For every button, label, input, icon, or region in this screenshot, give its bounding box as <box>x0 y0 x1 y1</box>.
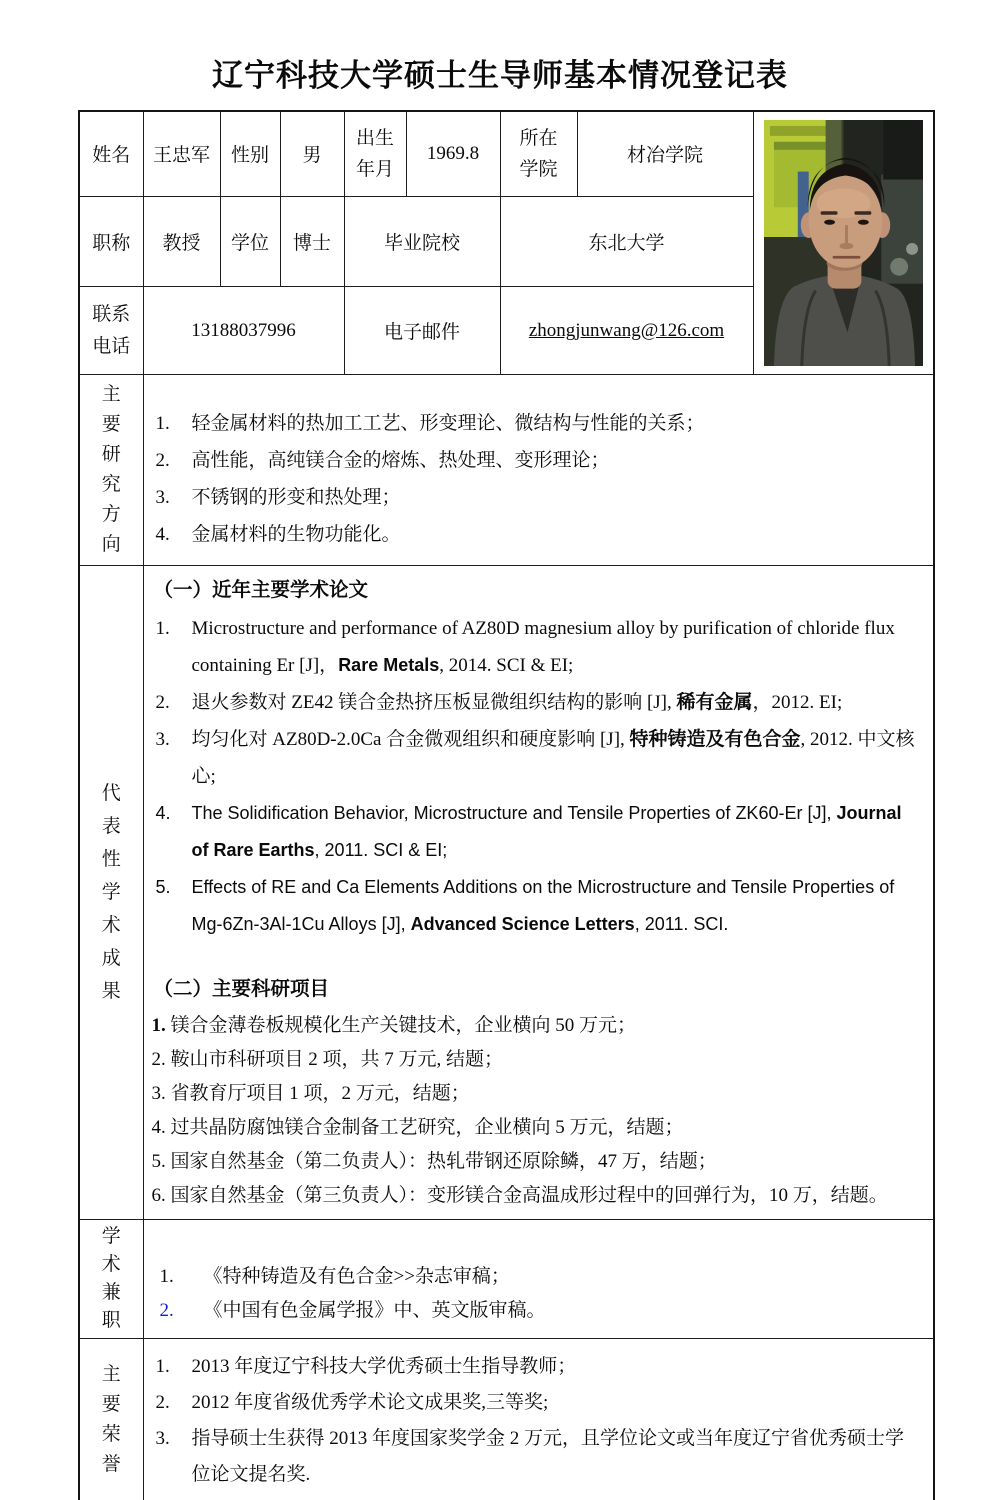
honors-content <box>143 1339 934 1500</box>
portrait-photo <box>764 120 924 366</box>
row-basic-1 <box>79 111 934 196</box>
phone-value: 13188037996 <box>143 287 344 375</box>
degree-label: 学位 <box>220 196 280 287</box>
honor-item: 1. 2013 年度辽宁科技大学优秀硕士生指导教师； <box>155 1356 577 1377</box>
position-item: 1. 《特种铸造及有色合金>>杂志审稿； <box>159 1266 510 1287</box>
email-value <box>500 287 753 375</box>
school-label: 毕业院校 <box>344 196 500 287</box>
project-item: 4. 过共晶防腐蚀镁合金制备工艺研究，企业横向 5 万元，结题； <box>151 1117 684 1138</box>
email-link[interactable]: zhongjunwang@126.com <box>528 319 725 341</box>
journal-name: Journal of Rare Earths <box>191 803 902 860</box>
school-value: 东北大学 <box>500 196 753 287</box>
research-item: 2. 高性能，高纯镁合金的熔炼、热处理、变形理论； <box>155 450 610 471</box>
paper-item: 2. 退火参数对 ZE42 镁合金热挤压板显微组织结构的影响 [J], 稀有金属，2012. EI; <box>155 692 843 713</box>
row-achievements <box>79 566 934 1220</box>
research-item: 3. 不锈钢的形变和热处理； <box>155 487 401 508</box>
phone-label: 联系电话 <box>79 287 143 375</box>
row-honors <box>79 1339 934 1500</box>
academic-positions-content <box>143 1220 934 1339</box>
research-directions-list <box>152 381 920 553</box>
gender-label: 性别 <box>220 111 280 196</box>
projects-section-heading: （二）主要科研项目 <box>153 979 330 1000</box>
journal-name: Rare Metals <box>338 655 440 675</box>
project-item: 6. 国家自然基金（第三负责人）：变形镁合金高温成形过程中的回弹行为，10 万，结题。 <box>151 1185 888 1206</box>
journal-name: 特种铸造及有色合金 <box>629 729 801 750</box>
papers-list <box>152 610 920 943</box>
row-academic-positions <box>79 1220 934 1339</box>
research-directions-label: 主要研究方向 <box>79 375 143 566</box>
portrait-photo-graphic <box>764 120 923 366</box>
honors-label: 主要荣誉 <box>79 1339 143 1500</box>
title-label: 职称 <box>79 196 143 287</box>
honor-item: 2. 2012 年度省级优秀学术论文成果奖,三等奖; <box>155 1392 549 1413</box>
birth-value: 1969.8 <box>406 111 500 196</box>
blue-item-number: 2. <box>159 1300 174 1321</box>
college-value: 材冶学院 <box>577 111 753 196</box>
title-value: 教授 <box>143 196 220 287</box>
journal-name: Advanced Science Letters <box>410 914 635 934</box>
paper-item: 3. 均匀化对 AZ80D-2.0Ca 合金微观组织和硬度影响 [J], 特种铸造及有色合金, 2012. 中文核心; <box>155 729 915 787</box>
honors-list <box>152 1345 920 1493</box>
portrait-photo-cell <box>753 111 934 375</box>
achievements-label: 代表性学术成果 <box>79 566 143 1220</box>
academic-positions-list <box>152 1226 920 1328</box>
row-research-directions <box>79 375 934 566</box>
supervisor-info-table <box>78 110 935 1500</box>
papers-section-heading: （一）近年主要学术论文 <box>153 580 369 601</box>
gender-value: 男 <box>280 111 344 196</box>
academic-positions-label: 学术兼职 <box>79 1220 143 1339</box>
project-item: 1. 镁合金薄卷板规模化生产关键技术，企业横向 50 万元； <box>151 1015 637 1036</box>
degree-value: 博士 <box>280 196 344 287</box>
honor-item: 3. 指导硕士生获得 2013 年度国家奖学金 2 万元，且学位论文或当年度辽宁省优秀硕士学位论文提名奖. <box>155 1428 905 1485</box>
birth-label: 出生年月 <box>344 111 406 196</box>
name-label: 姓名 <box>79 111 143 196</box>
projects-section <box>152 973 920 1213</box>
research-item: 1. 轻金属材料的热加工工艺、形变理论、微结构与性能的关系； <box>155 413 705 434</box>
project-item: 3. 省教育厅项目 1 项，2 万元，结题； <box>151 1083 470 1104</box>
paper-item: 4. The Solidification Behavior, Microstructure and Tensile Properties of ZK60-Er [J], Journal of Rare Earths, 2011. SCI & EI; <box>155 803 902 860</box>
project-item: 2. 鞍山市科研项目 2 项，共 7 万元, 结题； <box>151 1049 504 1070</box>
research-directions-content <box>143 375 934 566</box>
paper-item: 5. Effects of RE and Ca Elements Additions on the Microstructure and Tensile Properties of Mg-6Zn-3Al-1Cu Alloys [J], Advanced Science Letters, 2011. SCI. <box>155 877 895 934</box>
college-label: 所在学院 <box>500 111 577 196</box>
email-label: 电子邮件 <box>344 287 500 375</box>
journal-name: 稀有金属 <box>676 692 753 713</box>
project-item: 5. 国家自然基金（第二负责人）：热轧带钢还原除鳞，47 万，结题； <box>151 1151 717 1172</box>
paper-item: 1. Microstructure and performance of AZ80D magnesium alloy by purification of chloride flux containing Er [J]，Rare Metals, 2014. SCI & EI; <box>155 618 895 676</box>
name-value: 王忠军 <box>143 111 220 196</box>
position-item: 2. 《中国有色金属学报》中、英文版审稿。 <box>152 1294 920 1328</box>
research-item: 4. 金属材料的生物功能化。 <box>155 524 401 545</box>
achievements-content <box>143 566 934 1220</box>
page-title: 辽宁科技大学硕士生导师基本情况登记表 <box>212 58 788 93</box>
